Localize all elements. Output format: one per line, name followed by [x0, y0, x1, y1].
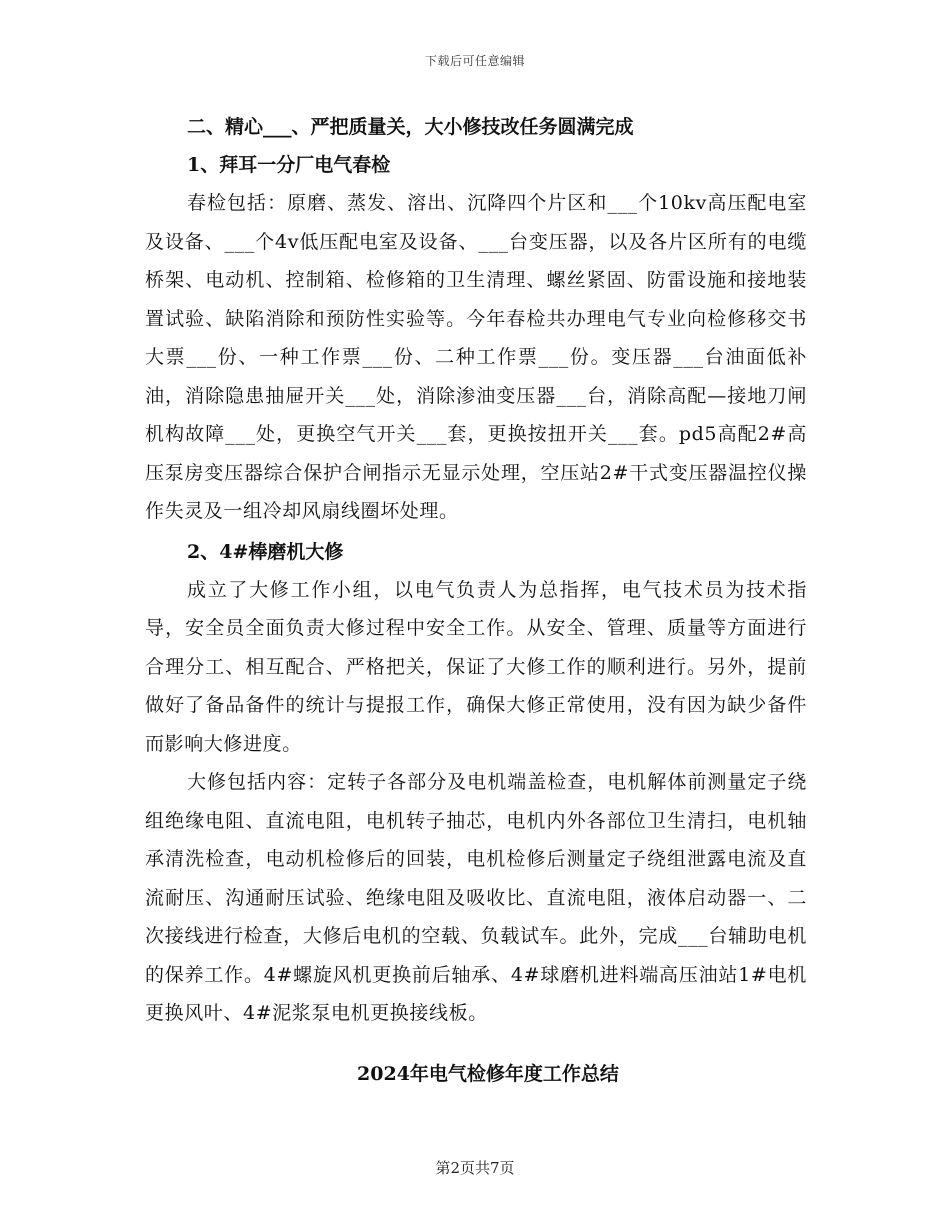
page-number: 第2页共7页: [435, 1159, 515, 1177]
section-heading: 二、精心___、严把质量关，大小修技改任务圆满完成: [187, 116, 634, 138]
subsection-heading-rod-mill-overhaul: 2、4#棒磨机大修: [187, 540, 344, 563]
paragraph-spring-inspection: 春检包括：原磨、蒸发、溶出、沉降四个片区和___个10kv高压配电室及设备、___个4v低压配电室及设备、___台变压器，以及各片区所有的电缆桥架、电动机、控制箱、检修箱的卫生清理、螺丝紧固、防雷设施和接地装置试验、缺陷消除和预防性实验等。今年春检共办理电气专业向检修移交书大票___份、一种工作票___份、二种工作票___份。变压器___台油面低补油，消除隐患抽屉开关___处，消除渗油变压器___台，消除高配—接地刀闸机构故障___处，更换空气开关___套，更换按扭开关___套。pd5高配2#高压泵房变压器综合保护合闸指示无显示处理，空压站2#干式变压器温控仪操作失灵及一组冷却风扇线圈坏处理。: [145, 192, 807, 522]
page-header: 下载后可任意编辑: [424, 54, 525, 68]
next-document-title: 2024年电气检修年度工作总结: [357, 1062, 619, 1085]
paragraph-overhaul-team: 成立了大修工作小组，以电气负责人为总指挥，电气技术员为技术指导，安全员全面负责大修过程中安全工作。从安全、管理、质量等方面进行合理分工、相互配合、严格把关，保证了大修工作的顺利进行。另外，提前做好了备品备件的统计与提报工作，确保大修正常使用，没有因为缺少备件而影响大修进度。: [145, 578, 807, 755]
paragraph-overhaul-contents: 大修包括内容：定转子各部分及电机端盖检查，电机解体前测量定子绕组绝缘电阻、直流电阻，电机转子抽芯，电机内外各部位卫生清扫，电机轴承清洗检查，电动机检修后的回装，电机检修后测量定子绕组泄露电流及直流耐压、沟通耐压试验、绝缘电阻及吸收比、直流电阻，液体启动器一、二次接线进行检查，大修后电机的空载、负载试车。此外，完成___台辅助电机的保养工作。4#螺旋风机更换前后轴承、4#球磨机进料端高压油站1#电机更换风叶、4#泥浆泵电机更换接线板。: [145, 771, 807, 1024]
document-body: [145, 108, 807, 1093]
subsection-heading-spring-inspection: 1、拜耳一分厂电气春检: [187, 154, 391, 176]
